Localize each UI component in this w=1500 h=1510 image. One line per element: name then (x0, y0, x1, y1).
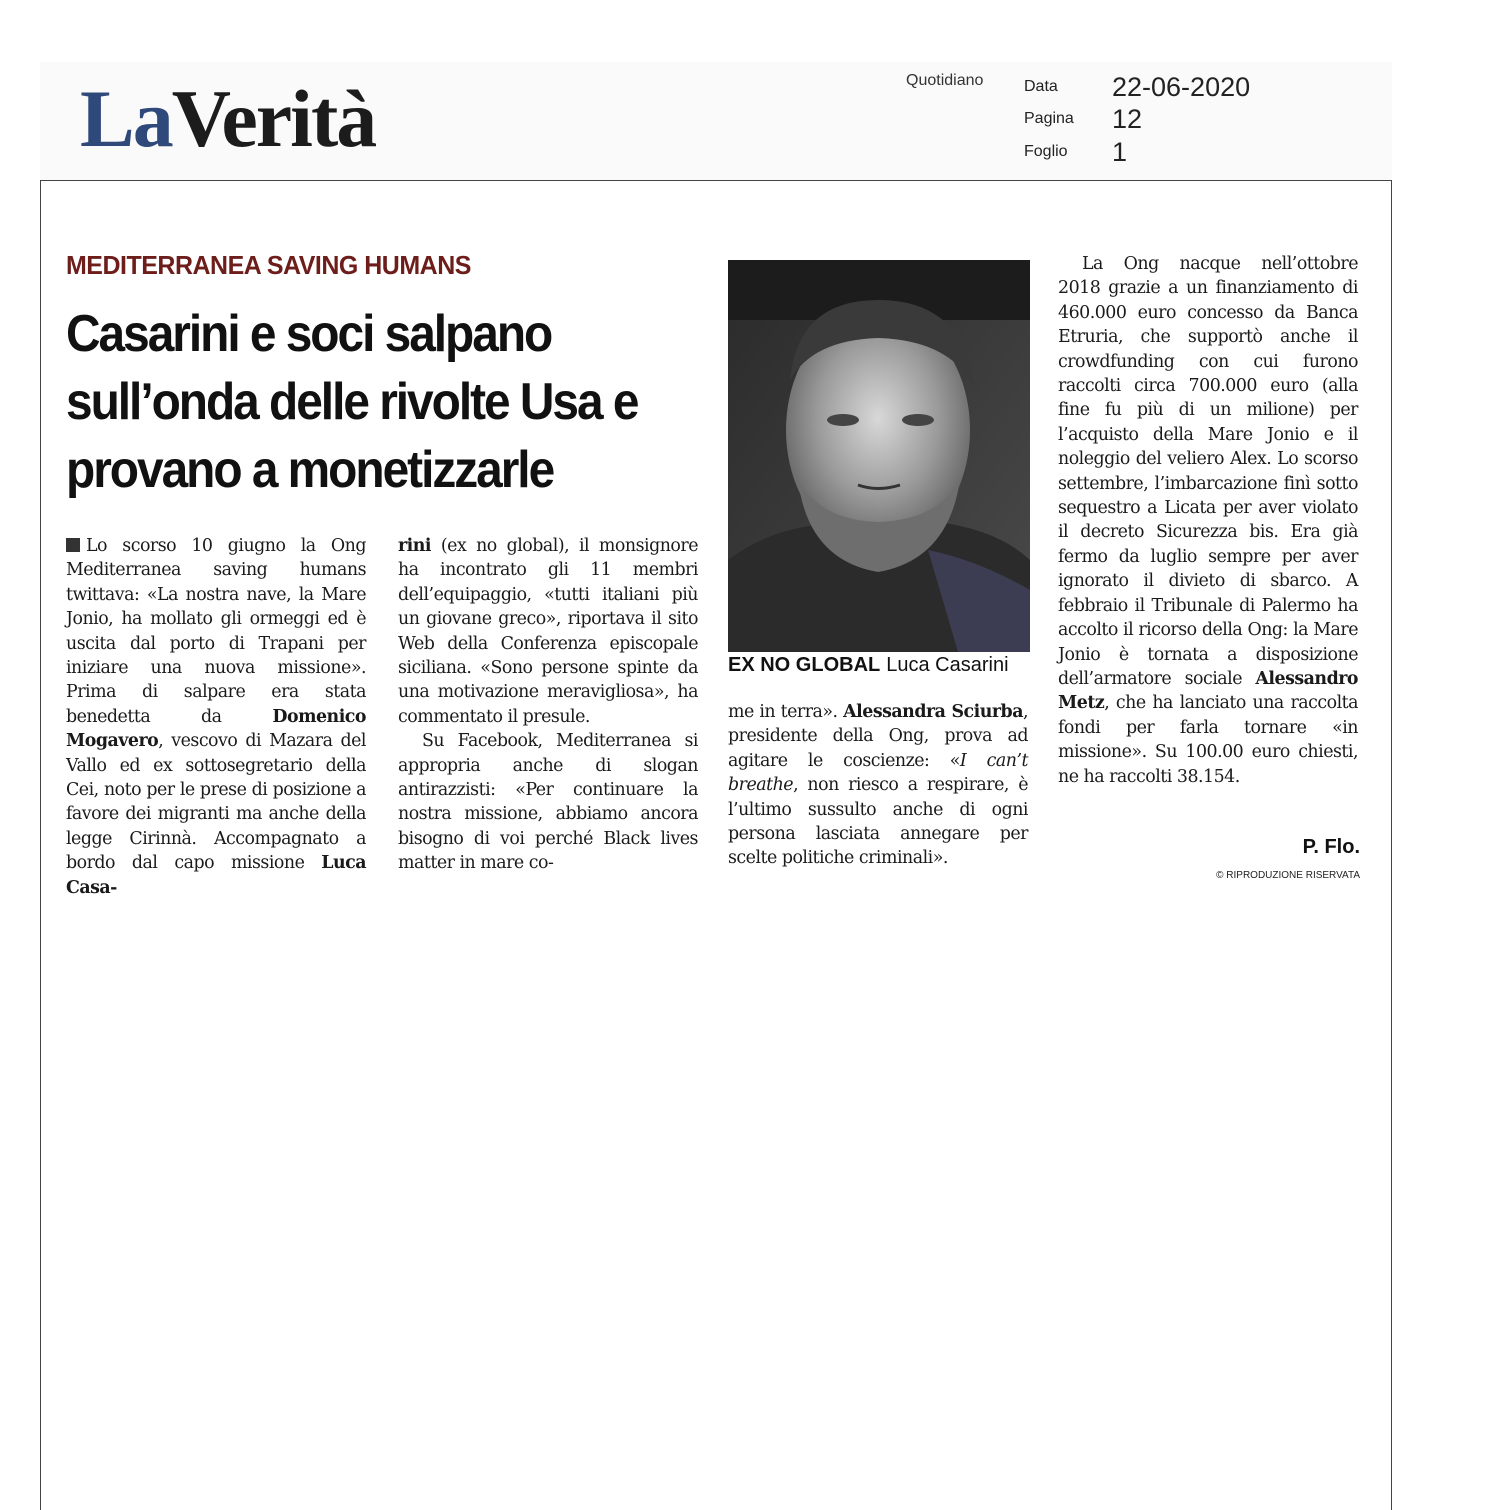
meta-data-label: Data (1024, 78, 1058, 95)
col3-text-2: , presidente della Ong, prova ad agitare le coscienze: « (728, 702, 1029, 771)
col3-text-3: , non riesco a respirare, è l’ultimo sussulto anche di ogni persona lasciata annegare per scelte politiche criminali». (728, 775, 1028, 869)
photo-caption (728, 654, 1009, 677)
col4-bold-1: Alessandro Metz (1058, 668, 1358, 714)
col3-text-1: me in terra». (728, 702, 844, 722)
col1-text-1: Lo scorso 10 giugno la Ong Mediterranea saving humans twittava: «La nostra nave, la Mare Jonio, ha mollato gli ormeggi ed è uscita dal porto di Trapani per iniziare una nuova missione». Prima di salpare era stata benedetta da (66, 536, 366, 727)
article-column-4 (1058, 252, 1358, 789)
caption-label: EX NO GLOBAL (728, 654, 881, 676)
meta-data-value: 22-06-2020 (1112, 72, 1251, 102)
col2-paragraph-2: Su Facebook, Mediterranea si appropria anche di slogan antirazzisti: «Per continuare la nostra missione, abbiamo ancora bisogno di voi perché Black lives matter in mare co- (398, 731, 698, 874)
meta-pagina-value: 12 (1112, 104, 1143, 134)
col2-text-1: (ex no global), il monsignore ha incontrato gli 11 membri dell’equipaggio, «tutti italiani più un giovane greco», riportava il sito Web della Conferenza episcopale siciliana. «Sono persone spinte da una motivazione meravigliosa», ha commentato il presule. (398, 536, 698, 727)
article-column-3 (728, 700, 1028, 871)
col2-bold-1: rini (398, 536, 432, 556)
article-headline: Casarini e soci salpano sull’onda delle rivolte Usa e provano a monetizzarle (66, 305, 638, 499)
portrait-photo (728, 260, 1030, 652)
publication-type: Quotidiano (906, 72, 984, 89)
article-column-2 (398, 534, 698, 876)
col1-bold-1: Domenico Mogavero (66, 706, 366, 752)
col4-text-2: , che ha lanciato una raccolta fondi per farla tornare «in missione». Su 100.00 euro chiesti, ne ha raccolti 38.154. (1058, 693, 1358, 787)
logo-verita: Verità (171, 73, 376, 164)
col3-italic-1: I can’t breathe (728, 750, 1028, 796)
paragraph-bullet-icon (66, 538, 80, 552)
newspaper-logo (80, 73, 376, 164)
meta-foglio-label: Foglio (1024, 143, 1068, 160)
col1-text-2: , vescovo di Mazara del Vallo ed ex sottosegretario della Cei, noto per le prese di posizione a favore dei migranti ma anche della legge Cirinnà. Accompagnato a bordo dal capo missione (66, 731, 366, 874)
col1-bold-2: Luca Casa- (66, 853, 366, 898)
meta-foglio-value: 1 (1112, 137, 1128, 167)
caption-text: Luca Casarini (886, 654, 1009, 676)
col4-text-1: La Ong nacque nell’ottobre 2018 grazie a un finanziamento di 460.000 euro concesso da Banca Etruria, che supportò anche il crowdfunding con cui furono raccolti circa 700.000 euro (alla fine fu più di un milione) per l’acquisto della Mare Jonio e il noleggio del veliero Alex. Lo scorso settembre, l’imbarcazione finì sotto sequestro a Licata per aver violato il decreto Sicurezza bis. Era già fermo da luglio sempre per aver ignorato il divieto di sbarco. A febbraio il Tribunale di Palermo ha accolto il ricorso della Ong: la Mare Jonio è tornata a disposizione dell’armatore sociale (1058, 254, 1358, 689)
author-signature: P. Flo. (1302, 836, 1360, 858)
col3-bold-1: Alessandra Sciurba (843, 702, 1023, 722)
meta-pagina-label: Pagina (1024, 110, 1074, 127)
copyright-notice: © RIPRODUZIONE RISERVATA (1216, 870, 1360, 881)
article-column-1 (66, 534, 366, 900)
article-kicker: MEDITERRANEA SAVING HUMANS (66, 250, 471, 280)
logo-la: La (80, 73, 172, 164)
